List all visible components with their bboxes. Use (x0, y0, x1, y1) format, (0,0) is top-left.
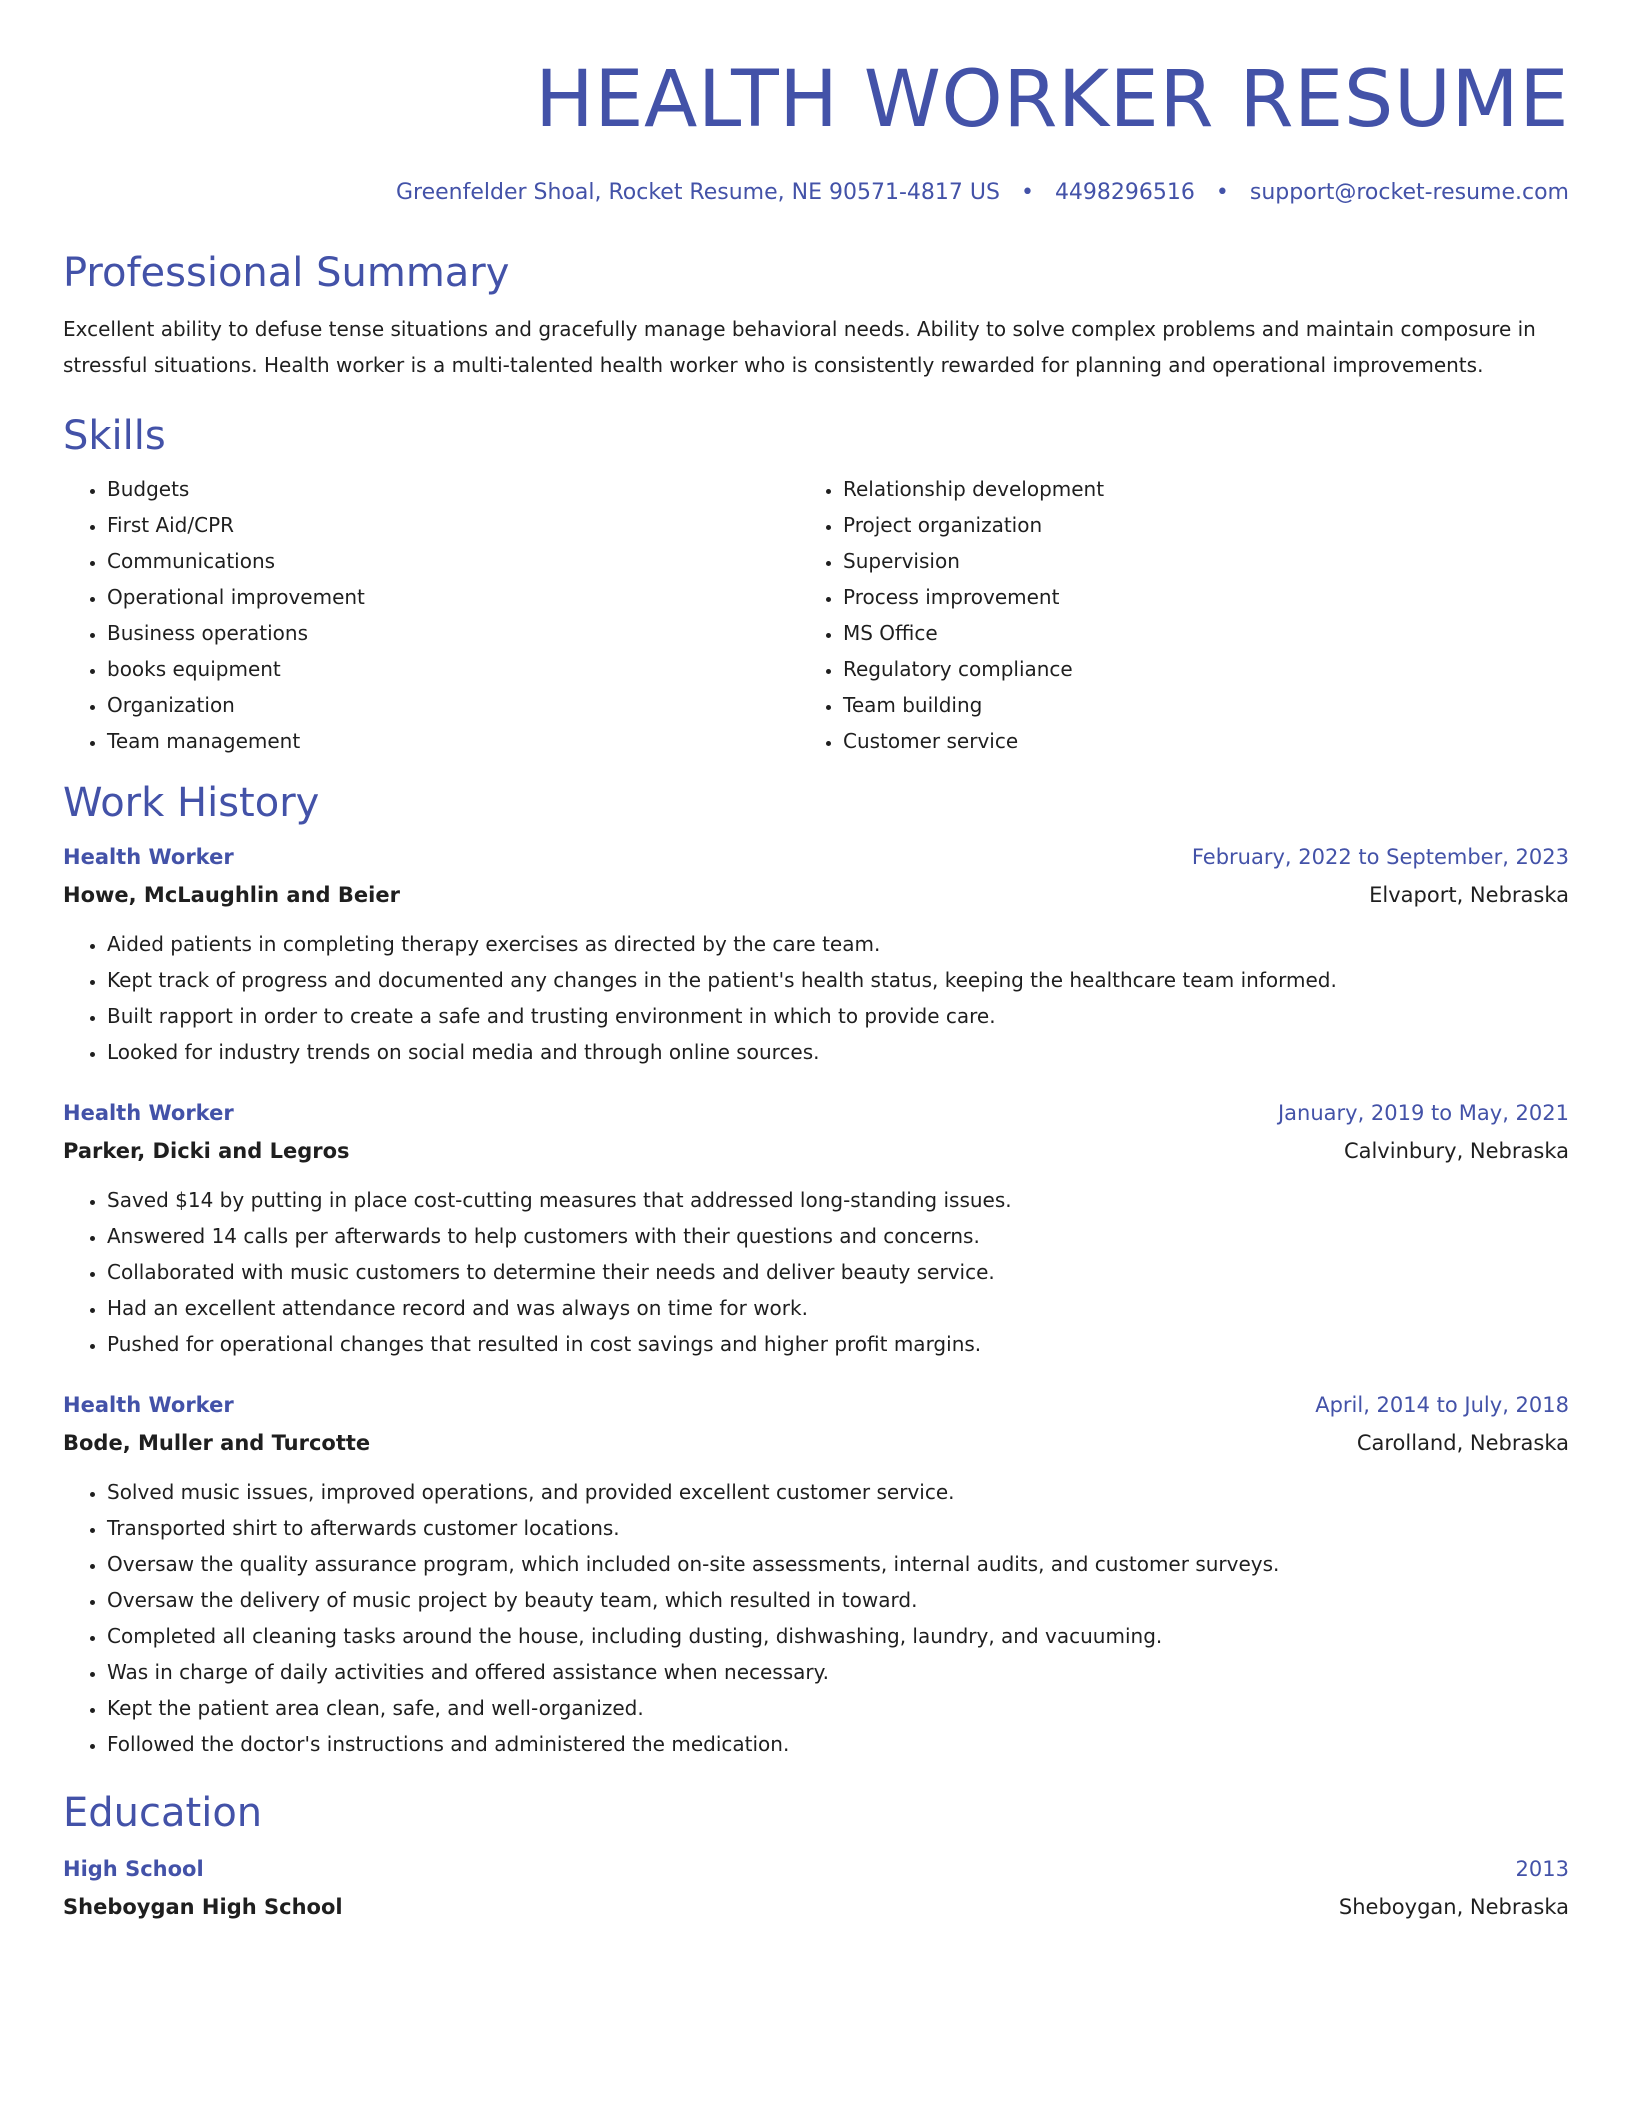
job-company: Bode, Muller and Turcotte (63, 1431, 371, 1455)
job-bullet: • Had an excellent attendance record and was always on time for work. (107, 1290, 1569, 1326)
skills-list-right (799, 471, 1535, 759)
skill-item: • Regulatory compliance (843, 651, 1535, 687)
job-bullet: • Saved $14 by putting in place cost-cutting measures that addressed long-standing issues. (107, 1182, 1569, 1218)
skill-item: • First Aid/CPR (107, 507, 799, 543)
job-dates: January, 2019 to May, 2021 (1277, 1101, 1569, 1125)
job-company: Howe, McLaughlin and Beier (63, 883, 400, 907)
contact-address: Greenfelder Shoal, Rocket Resume, NE 90571-4817 US (395, 180, 1000, 205)
summary-heading: Professional Summary (63, 250, 510, 296)
job-title: Health Worker (63, 1101, 234, 1125)
contact-email: support@rocket-resume.com (1249, 180, 1569, 205)
resume-title: HEALTH WORKER RESUME (535, 55, 1569, 145)
job-bullet: • Answered 14 calls per afterwards to help customers with their questions and concerns. (107, 1218, 1569, 1254)
contact-separator: • (1020, 180, 1034, 205)
education-school: Sheboygan High School (63, 1895, 343, 1919)
skill-item: • MS Office (843, 615, 1535, 651)
job-location: Elvaport, Nebraska (1369, 883, 1569, 907)
job-company-row (63, 1424, 1569, 1462)
contact-line (63, 178, 1569, 208)
skill-item: • Organization (107, 687, 799, 723)
skill-item: • Relationship development (843, 471, 1535, 507)
skill-item: • Process improvement (843, 579, 1535, 615)
job-company: Parker, Dicki and Legros (63, 1139, 350, 1163)
job-bullet: • Oversaw the delivery of music project by beauty team, which resulted in toward. (107, 1582, 1569, 1618)
education-entry (63, 1850, 1569, 1926)
job-bullet: • Completed all cleaning tasks around the house, including dusting, dishwashing, laundry, and vacuuming. (107, 1618, 1569, 1654)
skills-heading: Skills (63, 413, 166, 459)
education-section (63, 1788, 1569, 1926)
skill-item: • Business operations (107, 615, 799, 651)
job-dates: April, 2014 to July, 2018 (1315, 1393, 1569, 1417)
skill-item: • Budgets (107, 471, 799, 507)
education-location: Sheboygan, Nebraska (1338, 1895, 1569, 1919)
job-bullet: • Pushed for operational changes that resulted in cost savings and higher profit margins. (107, 1326, 1569, 1362)
work-history-section (63, 778, 1569, 1762)
job-bullet: • Built rapport in order to create a safe and trusting environment in which to provide care. (107, 998, 1569, 1034)
work-history-heading: Work History (63, 780, 320, 826)
job-bullet: • Aided patients in completing therapy exercises as directed by the care team. (107, 926, 1569, 962)
resume-header (63, 0, 1569, 208)
job-entry (63, 1386, 1569, 1762)
job-company-row (63, 1132, 1569, 1170)
skill-item: • books equipment (107, 651, 799, 687)
job-entry (63, 838, 1569, 1070)
job-bullets (63, 1182, 1569, 1362)
job-bullet: • Kept track of progress and documented any changes in the patient's health status, keeping the healthcare team informed. (107, 962, 1569, 998)
skill-item: • Project organization (843, 507, 1535, 543)
education-school-row (63, 1888, 1569, 1926)
job-bullet: • Was in charge of daily activities and offered assistance when necessary. (107, 1654, 1569, 1690)
skill-item: • Team building (843, 687, 1535, 723)
skills-list-left (63, 471, 799, 759)
skills-columns (63, 471, 1569, 759)
job-bullets (63, 1474, 1569, 1762)
job-location: Calvinbury, Nebraska (1343, 1139, 1569, 1163)
skill-item: • Supervision (843, 543, 1535, 579)
job-bullet: • Kept the patient area clean, safe, and well-organized. (107, 1690, 1569, 1726)
job-location: Carolland, Nebraska (1356, 1431, 1569, 1455)
job-entry (63, 1094, 1569, 1362)
summary-section (63, 248, 1569, 383)
job-bullet: • Looked for industry trends on social media and through online sources. (107, 1034, 1569, 1070)
job-bullet: • Transported shirt to afterwards customer locations. (107, 1510, 1569, 1546)
skills-section (63, 411, 1569, 759)
skill-item: • Communications (107, 543, 799, 579)
job-bullet: • Solved music issues, improved operations, and provided excellent customer service. (107, 1474, 1569, 1510)
skill-item: • Operational improvement (107, 579, 799, 615)
education-year: 2013 (1515, 1857, 1569, 1881)
contact-phone: 4498296516 (1054, 180, 1195, 205)
job-title: Health Worker (63, 845, 234, 869)
education-header-row (63, 1850, 1569, 1888)
job-company-row (63, 876, 1569, 914)
job-header-row (63, 838, 1569, 876)
job-header-row (63, 1094, 1569, 1132)
job-title: Health Worker (63, 1393, 234, 1417)
summary-text: Excellent ability to defuse tense situations and gracefully manage behavioral needs. Ability to solve complex problems and maintain composure in stressful situations. Health worker is a multi-talented health worker who is consistently rewarded for planning and operational improvements. (63, 317, 1536, 377)
education-degree: High School (63, 1857, 204, 1881)
job-bullet: • Oversaw the quality assurance program, which included on-site assessments, internal audits, and customer surveys. (107, 1546, 1569, 1582)
skill-item: • Team management (107, 723, 799, 759)
education-heading: Education (63, 1790, 263, 1836)
job-bullet: • Collaborated with music customers to determine their needs and deliver beauty service. (107, 1254, 1569, 1290)
job-bullets (63, 926, 1569, 1070)
job-bullet: • Followed the doctor's instructions and administered the medication. (107, 1726, 1569, 1762)
job-header-row (63, 1386, 1569, 1424)
skill-item: • Customer service (843, 723, 1535, 759)
job-dates: February, 2022 to September, 2023 (1191, 845, 1569, 869)
contact-separator: • (1215, 180, 1229, 205)
